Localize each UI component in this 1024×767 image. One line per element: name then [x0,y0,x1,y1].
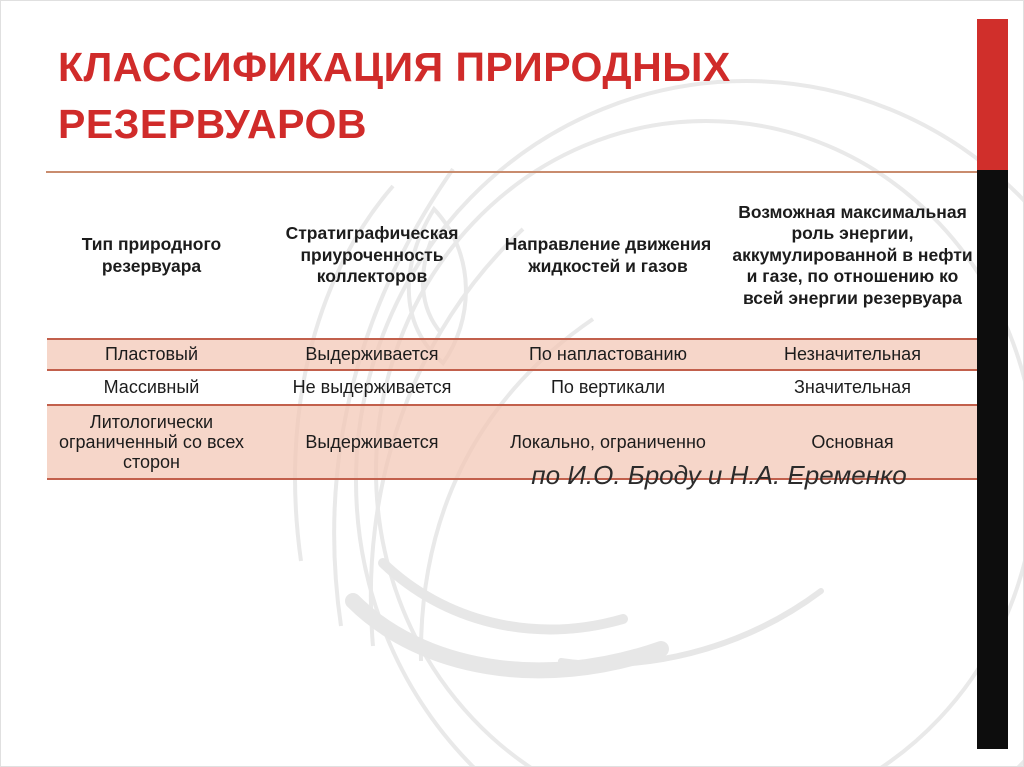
cell-type: Пластовый [104,344,199,364]
cell-energy: Значительная [794,377,911,397]
attribution-text: по И.О. Броду и Н.А. Еременко [531,460,907,490]
table-row-plastovy [47,338,977,371]
cell-direction: По вертикали [550,377,666,397]
table-row-massivny [47,371,977,404]
header-cell-stratigraphic-confinement: Стратиграфическая приуроченность коллекторов [285,223,459,287]
slide-title-line1: КЛАССИФИКАЦИЯ ПРИРОДНЫХ [58,44,731,90]
cell-direction: Локально, ограниченно [510,432,706,452]
title-underline [46,171,977,173]
accent-bar-red [977,19,1008,170]
header-cell-reservoir-type: Тип природного резервуара [81,234,222,276]
cell-type: Массивный [103,377,200,397]
cell-confinement: Не выдерживается [292,377,452,397]
table-header-row [47,173,977,338]
header-cell-energy-role: Возможная максимальная роль энергии, аккумулированной в нефти и газе, по отношению ко всей энергии резервуара [732,201,973,308]
cell-type: Литологически ограниченный со всех сторон [58,412,245,472]
header-cell-fluid-movement-direction: Направление движения жидкостей и газов [504,234,712,276]
cell-energy: Незначительная [784,344,921,364]
slide-title-line2: РЕЗЕРВУАРОВ [58,101,367,147]
slide-title [58,39,968,153]
cell-energy: Основная [811,432,894,452]
cell-confinement: Выдерживается [305,432,439,452]
cell-direction: По напластованию [528,344,688,364]
classification-table [47,173,977,480]
cell-confinement: Выдерживается [305,344,439,364]
